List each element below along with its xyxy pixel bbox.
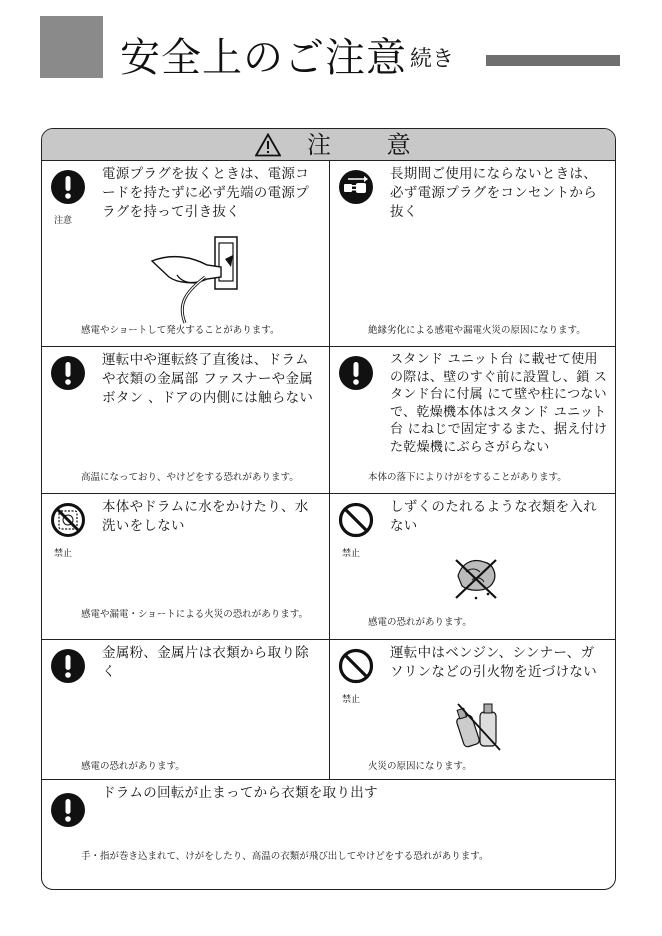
exclamation-icon <box>50 169 86 205</box>
item-title: 電源プラグを抜くときは、電源コードを持たずに必ず先端の電源プラグを持って引き抜く <box>102 166 309 220</box>
exclamation-icon <box>50 355 86 391</box>
icon-label: 注意 <box>54 216 73 226</box>
caution-item <box>330 347 616 493</box>
item-note: 絶縁劣化による感電や漏電火災の原因になります。 <box>368 325 586 336</box>
exclamation-icon <box>50 792 86 828</box>
icon-label: 禁止 <box>54 549 73 559</box>
header-block <box>40 16 103 78</box>
item-title: スタンド ユニット台 に載せて使用の際は、壁のすぐ前に設置し、鎖 スタンド台に付属 にて壁や柱につないで、乾燥機本体はスタンド ユニット台 にねじで固定するまた、据え付けた乾燥機にぶらさがらない <box>390 352 608 455</box>
exclamation-icon <box>338 355 374 391</box>
item-title: 運転中や運転終了直後は、ドラムや衣類の金属部 ファスナーや金属ボタン 、ドアの内側には触らない <box>102 352 314 406</box>
icon-label: 禁止 <box>342 549 361 559</box>
item-title: 金属粉、金属片は衣類から取り除く <box>102 645 309 680</box>
item-note: 火災の原因になります。 <box>368 761 472 772</box>
page-subtitle: 続き <box>410 47 455 72</box>
flammables-illustration <box>456 700 502 754</box>
item-title: 本体やドラムに水をかけたり、水洗いをしない <box>102 499 309 534</box>
plug-illustration <box>147 231 242 331</box>
caution-item <box>330 494 616 639</box>
caution-item <box>42 161 329 346</box>
prohibited-icon <box>338 502 374 538</box>
icon-label: 禁止 <box>342 695 361 705</box>
page-title: 安全上のご注意 <box>120 35 407 81</box>
item-title: ドラムの回転が止まってから衣類を取り出す <box>102 785 378 801</box>
caution-item <box>42 780 616 890</box>
wet-clothes-illustration <box>452 554 502 602</box>
exclamation-icon <box>50 648 86 684</box>
item-note: 本体の落下によりけがをすることがあります。 <box>368 472 567 483</box>
banner-label: 注 意 <box>307 131 435 159</box>
warning-triangle-icon <box>255 133 281 157</box>
caution-panel <box>41 128 616 890</box>
caution-banner <box>42 129 615 161</box>
caution-item <box>42 640 329 779</box>
caution-item <box>42 347 329 493</box>
unplug-icon <box>338 169 374 205</box>
item-title: しずくのたれるような衣類を入れない <box>390 499 597 534</box>
item-note: 手・指が巻き込まれて、けがをしたり、高温の衣類が飛び出してやけどをする恐れがあります。 <box>81 851 489 862</box>
item-note: 高温になっており、やけどをする恐れがあります。 <box>81 472 299 483</box>
item-note: 感電や漏電・ショートによる火災の恐れがあります。 <box>81 609 309 620</box>
prohibited-icon <box>338 648 374 684</box>
item-title: 長期間ご使用にならないときは、必ず電源プラグをコンセントから抜く <box>390 166 597 220</box>
caution-item <box>42 494 329 639</box>
item-note: 感電の恐れがあります。 <box>368 617 472 628</box>
no-water-icon <box>50 502 86 538</box>
caution-item <box>330 640 616 779</box>
header-rule <box>486 55 620 66</box>
caution-item <box>330 161 616 346</box>
item-note: 感電やショートして発火することがあります。 <box>81 325 280 336</box>
item-title: 運転中はベンジン、シンナー、ガソリンなどの引火物を近づけない <box>390 645 597 680</box>
item-note: 感電の恐れがあります。 <box>81 761 185 772</box>
